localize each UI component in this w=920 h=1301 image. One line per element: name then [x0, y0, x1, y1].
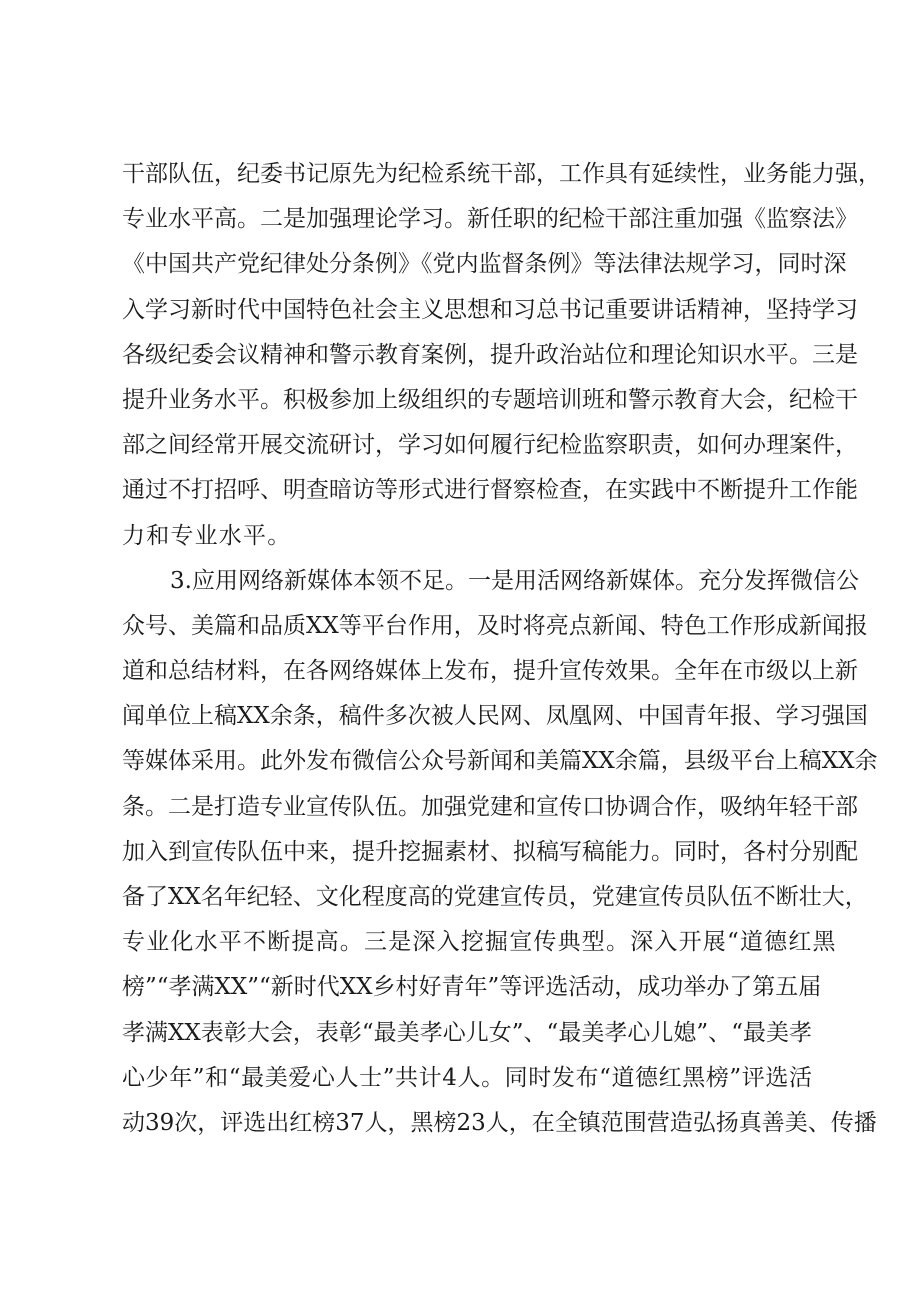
- text-line: 孝满XX表彰大会，表彰“最美孝心儿女”、“最美孝心儿媳”、“最美孝: [122, 1019, 812, 1046]
- text-line: 力和专业水平。: [122, 522, 292, 549]
- text-line: 动39次，评选出红榜37人，黑榜23人，在全镇范围营造弘扬真善美、传播: [122, 1109, 877, 1136]
- text-line: 专业化水平不断提高。三是深入挖掘宣传典型。深入开展“道德红黑: [122, 929, 837, 956]
- text-line: 各级纪委会议精神和警示教育案例，提升政治站位和理论知识水平。三是: [122, 341, 858, 368]
- text-line: 部之间经常开展交流研讨，学习如何履行纪检监察职责，如何办理案件，: [122, 432, 858, 459]
- text-line: 道和总结材料，在各网络媒体上发布，提升宣传效果。全年在市级以上新: [122, 658, 858, 685]
- text-line: 榜”“孝满XX”“新时代XX乡村好青年”等评选活动，成功举办了第五届: [122, 974, 822, 1001]
- text-line: 心少年”和“最美爱心人士”共计4人。同时发布“道德红黑榜”评选活: [122, 1064, 812, 1091]
- text-line: 《中国共产党纪律处分条例》《党内监督条例》等法律法规学习，同时深: [122, 251, 847, 278]
- text-line: 条。二是打造专业宣传队伍。加强党建和宣传口协调合作，吸纳年轻干部: [122, 793, 858, 820]
- text-line: 专业水平高。二是加强理论学习。新任职的纪检干部注重加强《监察法》: [122, 206, 858, 233]
- text-line: 通过不打招呼、明查暗访等形式进行督察检查，在实践中不断提升工作能: [122, 477, 858, 504]
- body-text: [122, 152, 881, 1146]
- section-heading-line: 3.应用网络新媒体本领不足。一是用活网络新媒体。充分发挥微信公: [170, 567, 859, 594]
- text-line: 等媒体采用。此外发布微信公众号新闻和美篇XX余篇，县级平台上稿XX余: [122, 748, 878, 775]
- text-line: 备了XX名年纪轻、文化程度高的党建宣传员，党建宣传员队伍不断壮大，: [122, 884, 868, 910]
- text-line: 众号、美篇和品质XX等平台作用，及时将亮点新闻、特色工作形成新闻报: [122, 612, 868, 639]
- text-line: 入学习新时代中国特色社会主义思想和习总书记重要讲话精神，坚持学习: [122, 296, 858, 323]
- text-line: 闻单位上稿XX余条，稿件多次被人民网、凤凰网、中国青年报、学习强国: [122, 703, 868, 730]
- text-line: 加入到宣传队伍中来，提升挖掘素材、拟稿写稿能力。同时，各村分别配: [122, 838, 858, 865]
- text-line: 干部队伍，纪委书记原先为纪检系统干部，工作具有延续性，业务能力强，: [122, 161, 881, 187]
- text-line: 提升业务水平。积极参加上级组织的专题培训班和警示教育大会，纪检干: [122, 386, 858, 413]
